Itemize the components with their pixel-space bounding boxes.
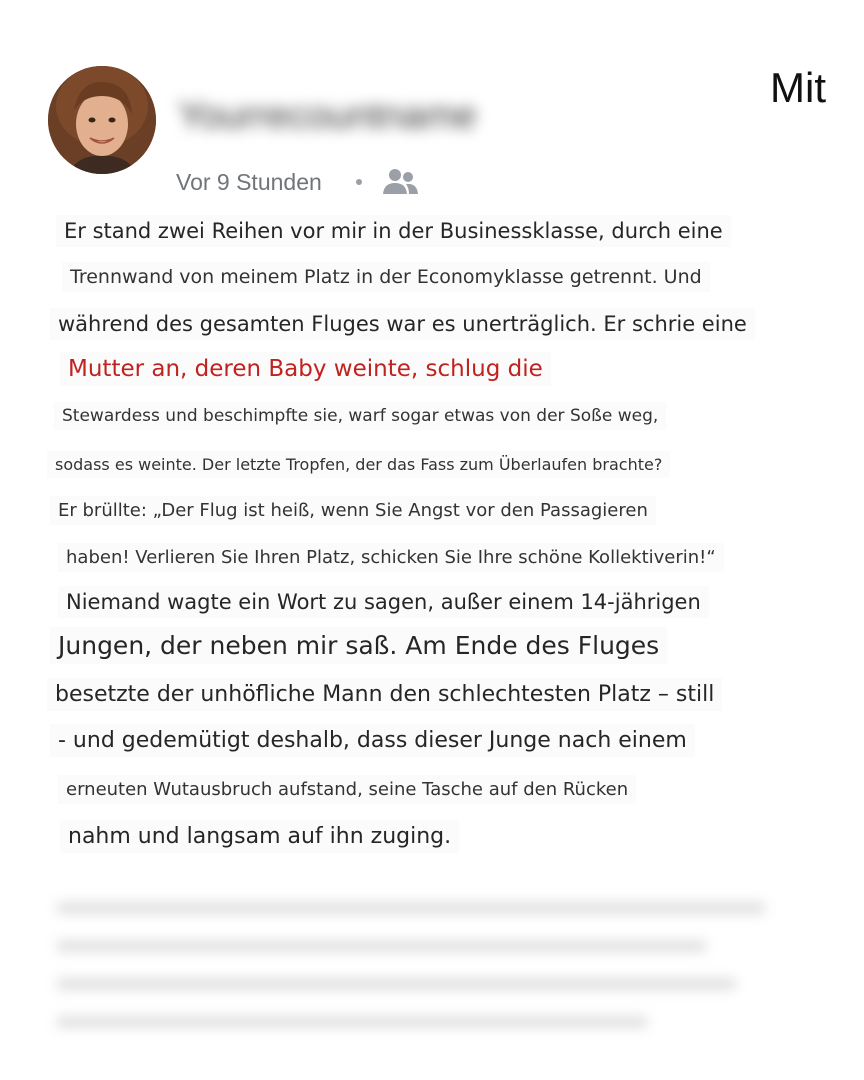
post-timestamp: Vor 9 Stunden (176, 168, 322, 195)
post-text-line: Er brüllte: „Der Flug ist heiß, wenn Sie Angst vor den Passagieren (58, 500, 648, 521)
blurred-continuation (56, 880, 796, 1080)
separator-dot (356, 179, 362, 185)
post-text-line: haben! Verlieren Sie Ihren Platz, schicken Sie Ihre schöne Kollektiverin!“ (66, 547, 716, 568)
post-text-line: nahm und langsam auf ihn zuging. (68, 824, 451, 849)
post-text-line: Jungen, der neben mir saß. Am Ende des Fluges (58, 631, 659, 660)
post-text-line: besetzte der unhöfliche Mann den schlechtesten Platz – still (55, 682, 714, 707)
post-text-line: erneuten Wutausbruch aufstand, seine Tasche auf den Rücken (66, 779, 628, 800)
post-text-line: Trennwand von meinem Platz in der Economyklasse getrennt. Und (70, 266, 702, 288)
post-text-line: während des gesamten Fluges war es unerträglich. Er schrie eine (58, 312, 747, 336)
post-text-line: sodass es weinte. Der letzte Tropfen, der das Fass zum Überlaufen brachte? (55, 455, 662, 474)
follow-button[interactable]: Mit (770, 64, 826, 111)
post-text-line: Stewardess und beschimpfte sie, warf sogar etwas von der Soße weg, (62, 406, 658, 426)
post-text-line: - und gedemütigt deshalb, dass dieser Junge nach einem (58, 728, 687, 753)
people-icon (380, 166, 420, 198)
post-text-line-highlight: Mutter an, deren Baby weinte, schlug die (68, 356, 543, 382)
post-meta (176, 166, 420, 198)
author-avatar[interactable] (48, 66, 156, 174)
post-text-line: Er stand zwei Reihen vor mir in der Businessklasse, durch eine (64, 219, 723, 243)
author-name[interactable]: Yourrecountname (178, 95, 477, 137)
post-text-line: Niemand wagte ein Wort zu sagen, außer einem 14-jährigen (66, 590, 701, 614)
